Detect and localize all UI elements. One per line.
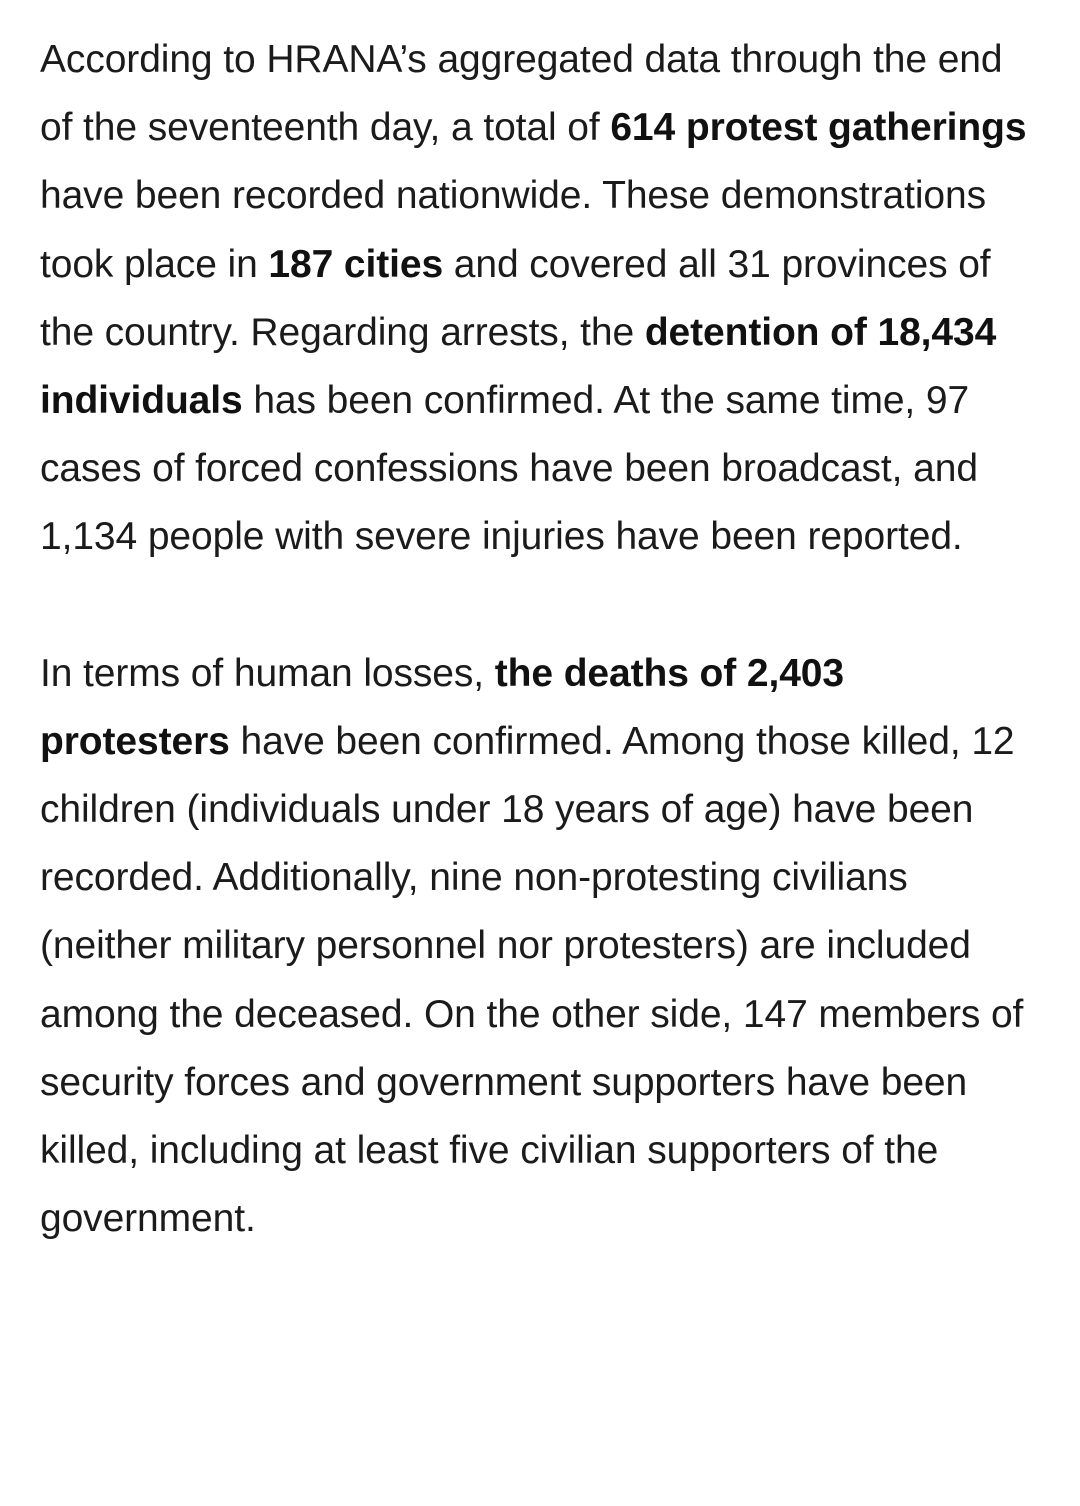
text-segment: has been confirmed. At the same time, 97 cases of forced confessions have been broadcast, and 1,134 people with severe injuries have been reported. <box>40 379 978 559</box>
paragraph-protests-arrests <box>40 26 1040 572</box>
paragraph-human-losses <box>40 640 1040 1254</box>
text-segment: have been confirmed. Among those killed, 12 children (individuals under 18 years of age) have been recorded. Additionally, nine non-protesting civilians (neither military personnel nor protesters) are included among the deceased. On the other side, 147 members of security forces and government supporters have been killed, including at least five civilian supporters of the government. <box>40 719 1024 1241</box>
article-body <box>40 26 1040 1253</box>
text-segment: have been recorded nationwide. These demonstrations took place in <box>40 174 986 286</box>
text-segment: and covered all 31 provinces of the country. Regarding arrests, the <box>40 242 991 354</box>
text-segment: In terms of human losses, <box>40 651 495 695</box>
text-segment: According to HRANA’s aggregated data through the end of the seventeenth day, a total of <box>40 38 1003 150</box>
highlight-protest-gatherings: 614 protest gatherings <box>610 106 1027 150</box>
highlight-detentions: detention of 18,434 individuals <box>40 310 997 423</box>
highlight-cities: 187 cities <box>268 242 444 286</box>
highlight-deaths: the deaths of 2,403 protesters <box>40 651 844 763</box>
